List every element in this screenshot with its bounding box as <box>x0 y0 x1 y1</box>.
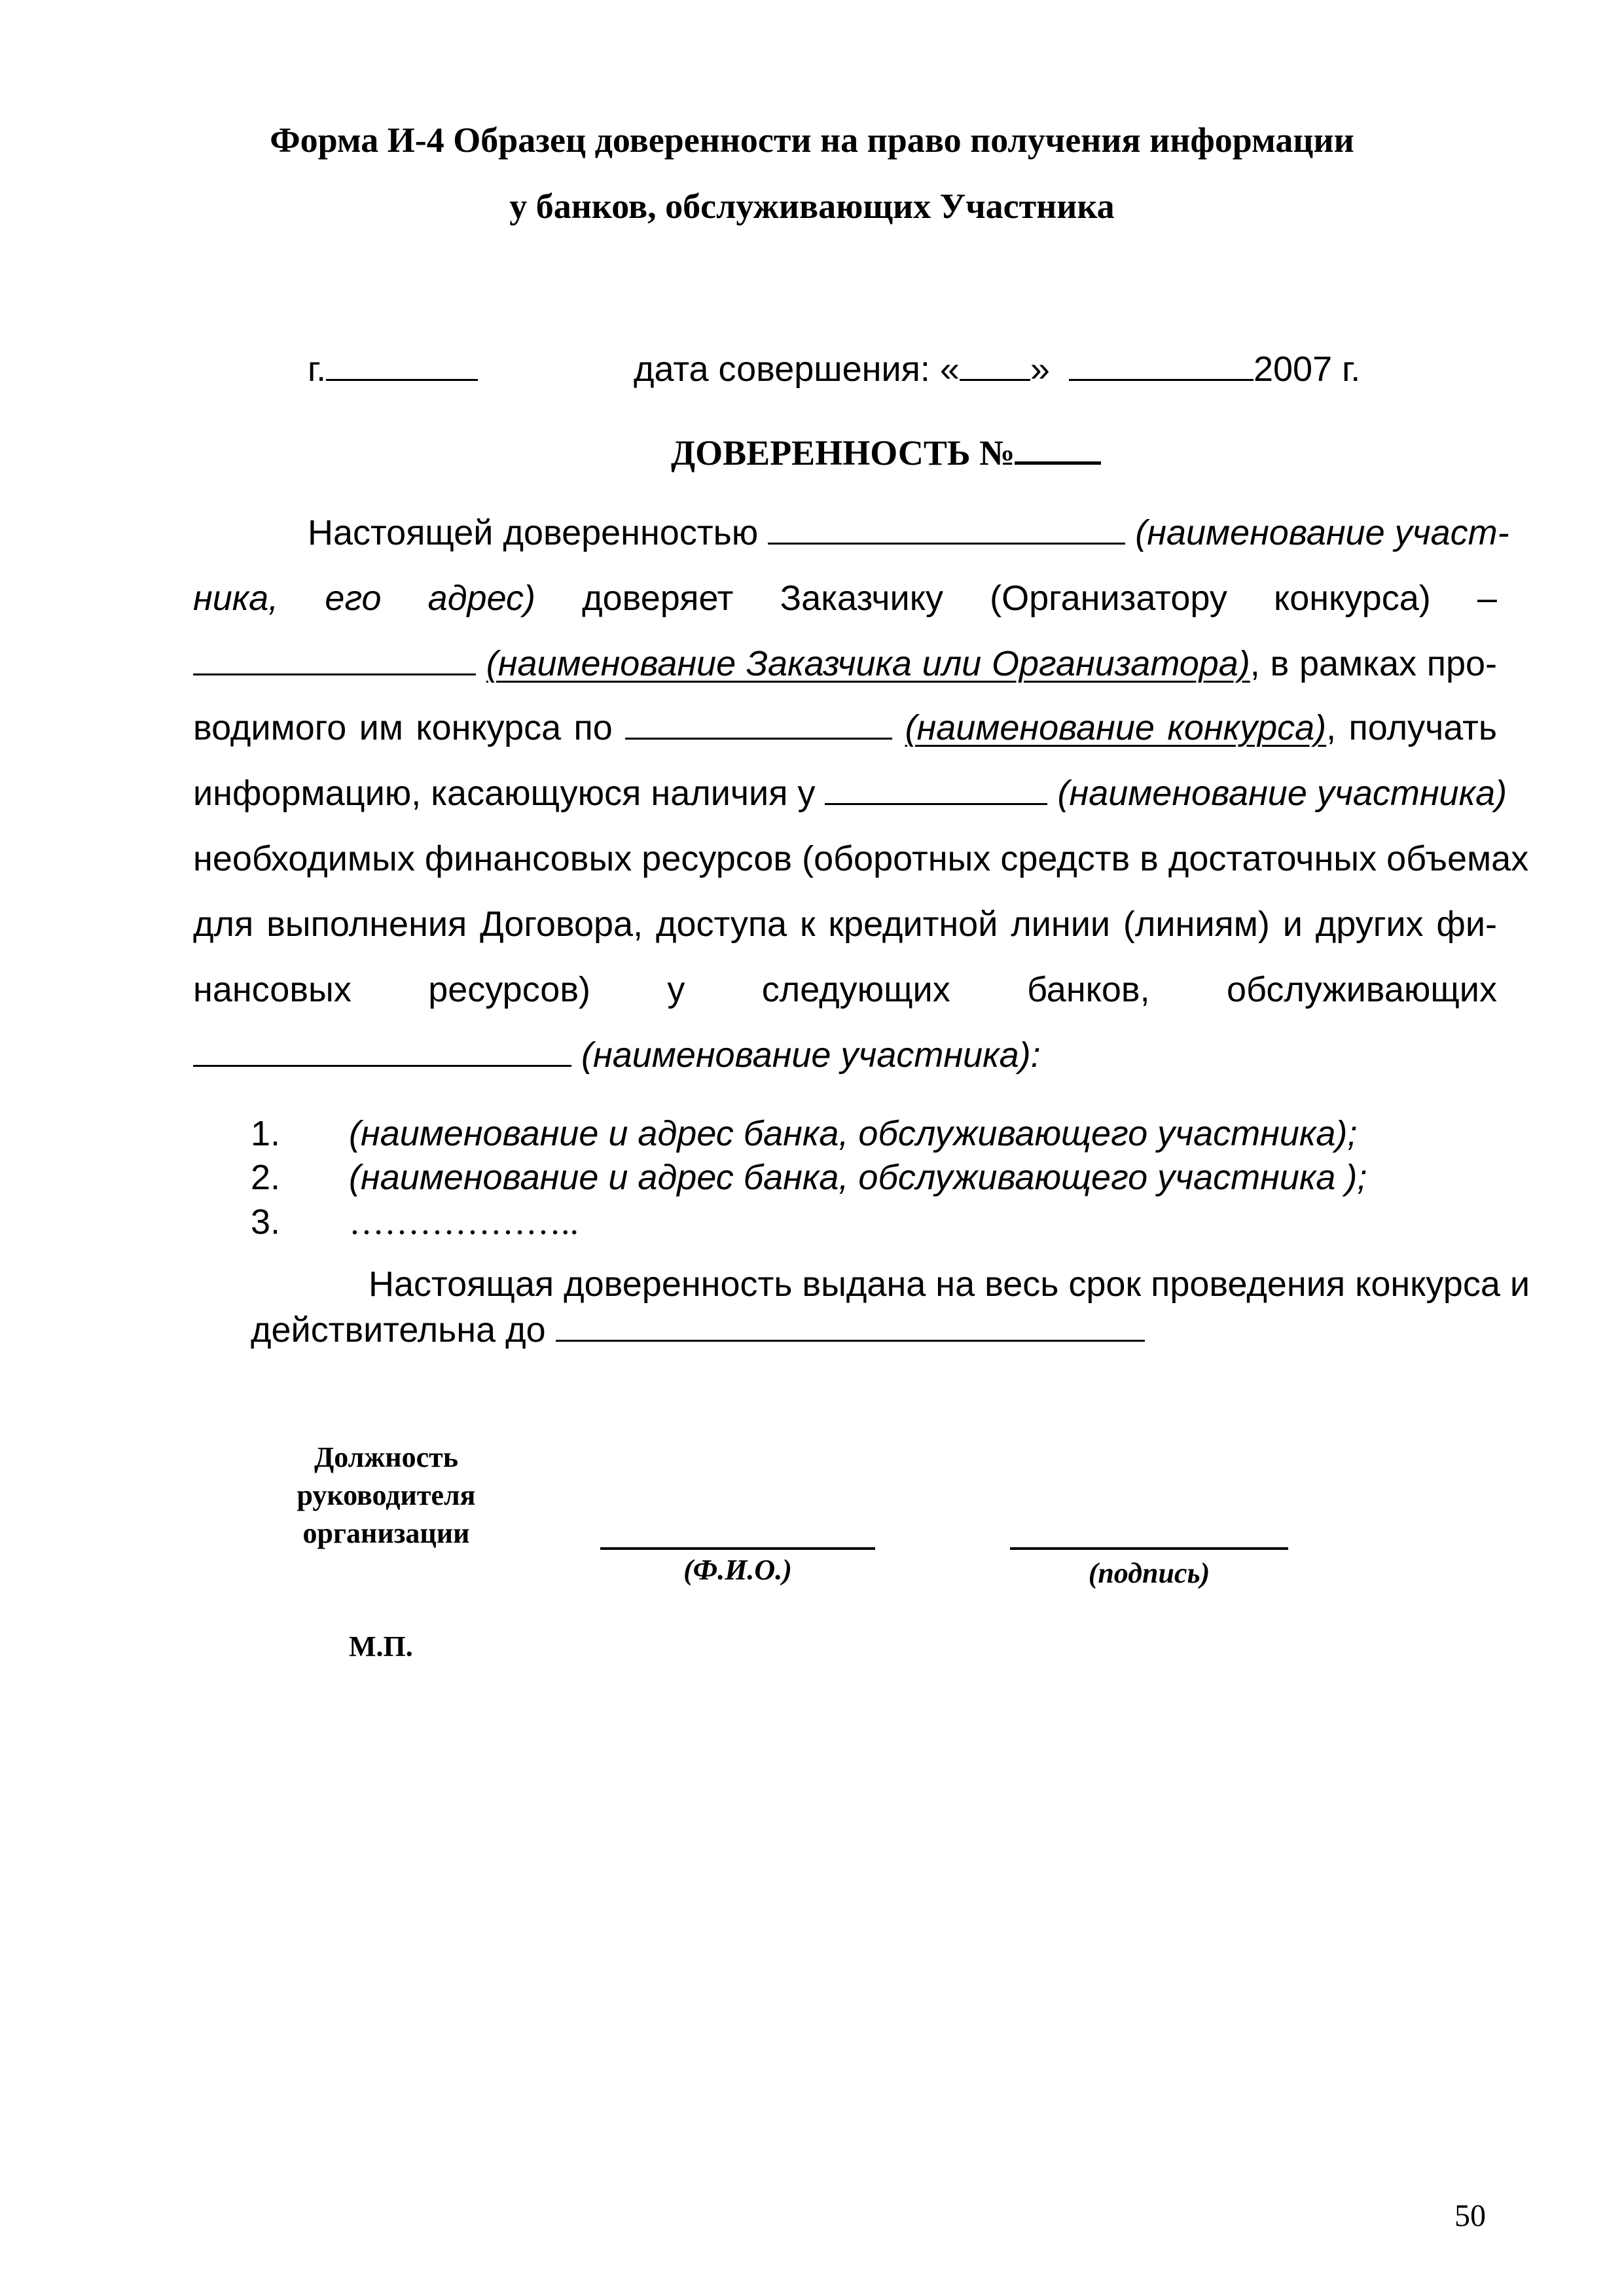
paragraph-line-5 <box>193 774 1507 813</box>
participant-blank-3[interactable] <box>193 1064 571 1067</box>
form-title-line-2: у банков, обслуживающих Участника <box>509 187 1115 226</box>
p-text: ресурсов) <box>428 970 591 1009</box>
valid-until-blank[interactable] <box>556 1339 1145 1342</box>
paragraph-line-8 <box>193 972 1497 1007</box>
position-label-line: Должность <box>314 1441 459 1473</box>
paragraph-line-9 <box>193 1037 1041 1073</box>
doc-title-text: ДОВЕРЕННОСТЬ № <box>671 433 1015 473</box>
bank-list-num-1: 1. <box>251 1114 281 1153</box>
position-label-line: организации <box>302 1517 470 1549</box>
customer-name-blank[interactable] <box>193 673 476 675</box>
p-text: (Организатору <box>990 579 1227 618</box>
bank-list-item-3: ……………….. <box>349 1202 579 1242</box>
position-label <box>255 1439 517 1552</box>
form-title-line-1: Форма И-4 Образец доверенности на право получения информации <box>270 120 1354 160</box>
validity-line-1: Настоящая доверенность выдана на весь срок проведения конкурса и <box>369 1265 1530 1304</box>
p-hint: (наименование участника) <box>1057 774 1507 813</box>
paragraph-line-1 <box>308 513 1509 552</box>
paragraph-line-4 <box>193 710 1497 745</box>
city-blank[interactable] <box>326 378 478 381</box>
date-mid: » <box>1030 350 1050 389</box>
p-text: доверяет <box>582 579 734 618</box>
signature-label: (подпись) <box>1088 1557 1210 1589</box>
p-text: – <box>1477 579 1497 618</box>
p-text: нансовых <box>193 970 352 1009</box>
city-field <box>308 351 478 387</box>
day-blank[interactable] <box>960 378 1030 381</box>
date-field <box>634 351 1360 387</box>
paragraph-line-2 <box>193 581 1497 616</box>
p-hint: (наименование Заказчика или Организатора) <box>486 644 1250 683</box>
city-label: г. <box>308 350 327 389</box>
validity-label: действительна до <box>251 1310 546 1350</box>
p-text: у <box>667 970 685 1009</box>
p-text: конкурса) <box>1273 579 1431 618</box>
doc-number-blank[interactable] <box>1015 461 1101 465</box>
signature-line[interactable] <box>1010 1547 1288 1550</box>
p-hint: (наименование участ- <box>1135 513 1509 552</box>
p-text: информацию, касающуюся наличия у <box>193 774 816 813</box>
validity-line-2 <box>251 1312 1145 1348</box>
paragraph-line-3 <box>193 646 1497 681</box>
bank-list-item-1: (наименование и адрес банка, обслуживающего участника); <box>349 1114 1358 1153</box>
p-hint: его <box>325 579 382 618</box>
position-label-line: руководителя <box>297 1479 476 1511</box>
paragraph-line-7: для выполнения Договора, доступа к кредитной линии (линиям) и других фи- <box>193 905 1497 944</box>
year-label: 2007 г. <box>1253 350 1361 389</box>
p-hint: (наименование конкурса) <box>905 708 1327 747</box>
date-label: дата совершения: « <box>634 350 960 389</box>
p-text: водимого им конкурса по <box>193 708 613 747</box>
month-blank[interactable] <box>1069 378 1254 381</box>
page-number: 50 <box>1454 2198 1486 2233</box>
doc-title <box>671 435 1101 471</box>
p-text: , получать <box>1326 708 1497 747</box>
p-text: обслуживающих <box>1226 970 1497 1009</box>
p-hint: адрес) <box>427 579 535 618</box>
stamp-label: М.П. <box>349 1630 413 1662</box>
p-text: Настоящей доверенностью <box>308 513 759 552</box>
p-text: , в рамках про- <box>1250 644 1497 683</box>
fio-line[interactable] <box>600 1547 875 1550</box>
paragraph-line-6: необходимых финансовых ресурсов (оборотных средств в достаточных объемах <box>193 839 1529 878</box>
participant-blank-2[interactable] <box>825 802 1047 805</box>
p-hint: ника, <box>193 579 279 618</box>
p-hint: (наименование участника): <box>581 1035 1041 1075</box>
bank-list-item-2: (наименование и адрес банка, обслуживающего участника ); <box>349 1158 1367 1197</box>
contest-name-blank[interactable] <box>625 737 892 740</box>
p-text: банков, <box>1027 970 1150 1009</box>
bank-list-num-2: 2. <box>251 1158 281 1197</box>
participant-name-blank[interactable] <box>768 542 1125 545</box>
bank-list-num-3: 3. <box>251 1202 281 1242</box>
p-text: следующих <box>761 970 950 1009</box>
p-text: Заказчику <box>780 579 943 618</box>
fio-label: (Ф.И.О.) <box>683 1554 792 1586</box>
